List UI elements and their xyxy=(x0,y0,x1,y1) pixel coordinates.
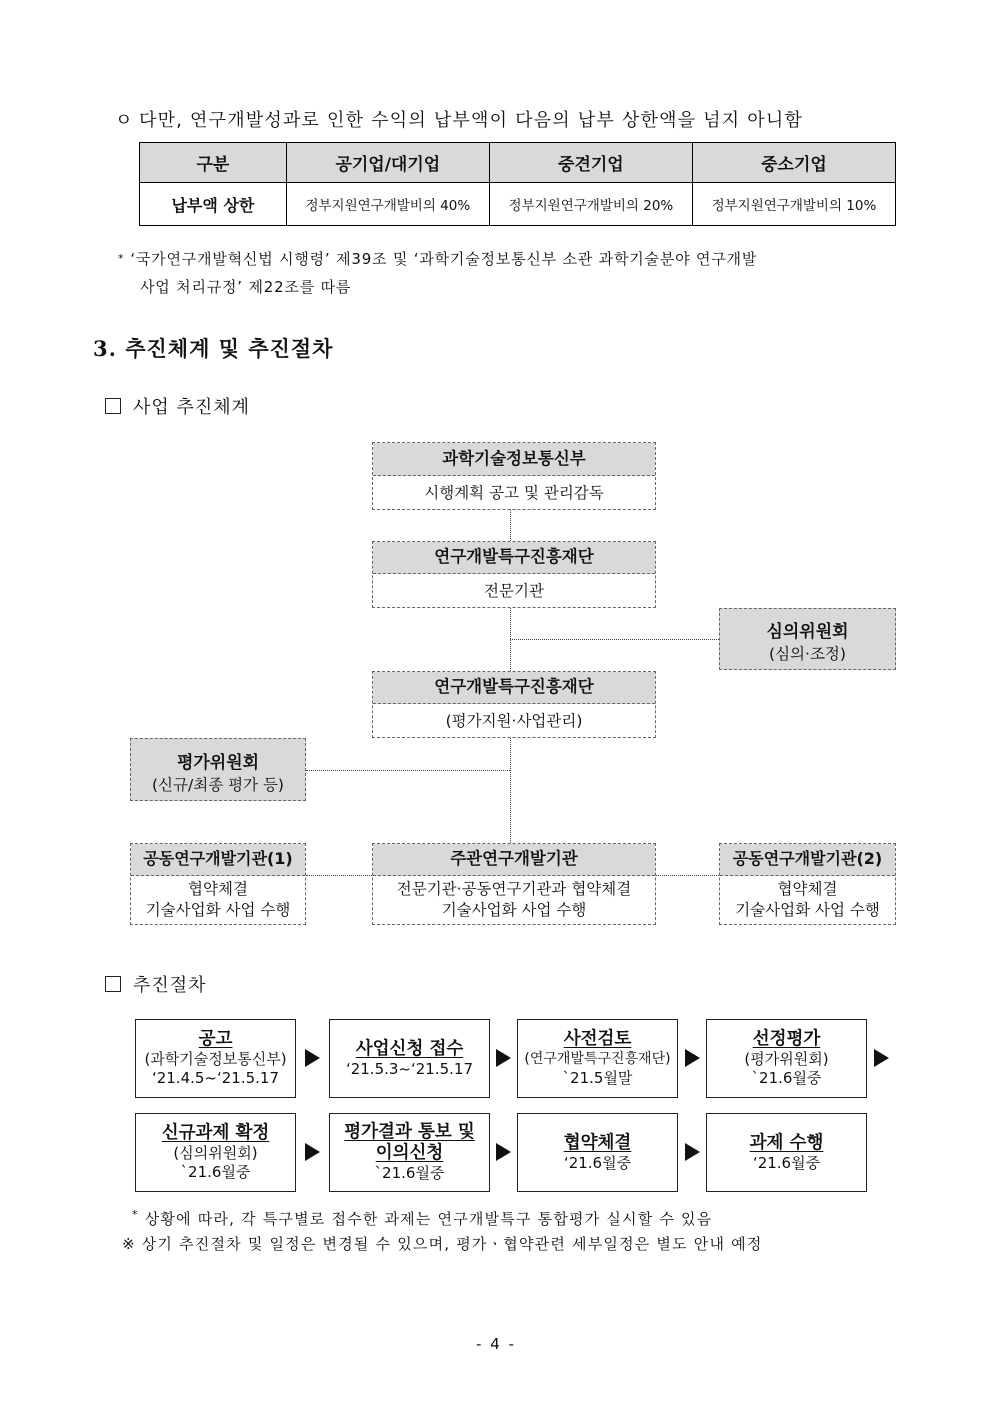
process-step-title: 선정평가 xyxy=(752,1029,821,1049)
org-box-title: 평가위원회 xyxy=(176,753,260,773)
process-step-sub: (평가위원회) xyxy=(744,1050,829,1068)
process-step-title: 신규과제 확정 xyxy=(161,1123,270,1143)
table-cell: 정부지원연구개발비의 40% xyxy=(286,183,489,226)
arrow-right-icon xyxy=(496,1143,511,1161)
subsection-title: 사업 추진체계 xyxy=(133,397,251,418)
process-step-2 xyxy=(329,1019,490,1098)
table-header: 중소기업 xyxy=(692,143,895,183)
footnote-integrated-eval xyxy=(132,1208,712,1229)
subsection-system xyxy=(105,393,250,419)
process-step-sub: (과학기술정보통신부) xyxy=(144,1050,287,1068)
org-box-body: (평가지원·사업관리) xyxy=(445,712,583,730)
org-box-body: 전문기관·공동연구기관과 협약체결 xyxy=(396,880,632,898)
table-row xyxy=(140,183,896,226)
process-step-sub: ‘21.5.3~‘21.5.17 xyxy=(345,1059,474,1078)
arrow-right-icon xyxy=(685,1143,700,1161)
process-step-5 xyxy=(135,1113,296,1192)
org-box-body: 시행계획 공고 및 관리감독 xyxy=(424,484,604,502)
org-box-msit xyxy=(372,442,656,510)
footnote-schedule-change: ※ 상기 추진절차 및 일정은 변경될 수 있으며, 평가ㆍ협약관련 세부일정은 별도 안내 예정 xyxy=(122,1235,763,1253)
process-step-sub: ‘21.6월중 xyxy=(752,1153,821,1172)
table-header-row xyxy=(140,143,896,183)
process-step-title: 사업신청 접수 xyxy=(355,1038,464,1059)
process-step-sub: ‘21.4.5~‘21.5.17 xyxy=(151,1069,280,1087)
org-box-body: 기술사업화 사업 수행 xyxy=(441,901,587,919)
table-header: 공기업/대기업 xyxy=(286,143,489,183)
table-cell: 정부지원연구개발비의 20% xyxy=(489,183,692,226)
org-box-body: 협약체결 xyxy=(188,880,248,898)
process-step-title: 사전검토 xyxy=(563,1029,632,1049)
process-step-sub: ‘21.6월중 xyxy=(563,1153,632,1172)
footnote-line: 사업 처리규정’ 제22조를 따름 xyxy=(140,278,352,296)
process-step-sub: (연구개발특구진흥재단) xyxy=(524,1051,671,1067)
org-box-body: 기술사업화 사업 수행 xyxy=(735,901,880,919)
org-box-title: 공동연구개발기관(2) xyxy=(720,844,895,876)
connector-line xyxy=(510,510,511,541)
org-box-council xyxy=(719,608,896,670)
process-step-sub: `21.6월중 xyxy=(751,1069,822,1087)
process-step-sub: `21.5월말 xyxy=(562,1069,633,1087)
process-step-sub: `21.6월중 xyxy=(374,1164,445,1182)
process-step-4 xyxy=(706,1019,867,1098)
connector-line xyxy=(656,875,719,876)
footnote-regulation xyxy=(118,245,908,301)
payment-cap-table xyxy=(139,142,896,226)
footnote-star: * xyxy=(132,1208,139,1221)
org-box-lead-institution xyxy=(372,843,656,925)
process-step-8 xyxy=(706,1113,867,1192)
table-row-header: 납부액 상한 xyxy=(140,183,287,226)
page-number: - 4 - xyxy=(476,1335,516,1353)
org-box-innopolis-management xyxy=(372,671,656,738)
arrow-right-icon xyxy=(305,1049,320,1067)
org-box-body: (심의·조정) xyxy=(769,645,846,663)
org-box-title: 연구개발특구진흥재단 xyxy=(373,542,655,574)
intro-line xyxy=(115,106,803,132)
process-step-title: 평가결과 통보 및 이의신청 xyxy=(344,1122,475,1163)
org-box-innopolis-agency xyxy=(372,541,656,608)
org-box-joint-institution-1 xyxy=(130,843,306,925)
checkbox-square-icon xyxy=(105,976,121,992)
table-cell: 정부지원연구개발비의 10% xyxy=(692,183,895,226)
arrow-right-icon xyxy=(496,1049,511,1067)
org-box-title: 과학기술정보통신부 xyxy=(373,443,655,476)
process-step-title: 공고 xyxy=(198,1029,233,1049)
connector-line xyxy=(510,639,719,640)
connector-line xyxy=(510,738,511,843)
subsection-title: 추진절차 xyxy=(133,975,207,996)
section-title: 3. 추진체계 및 추진절차 xyxy=(93,336,334,361)
org-box-title: 공동연구개발기관(1) xyxy=(131,844,305,876)
process-step-title: 과제 수행 xyxy=(749,1132,824,1153)
org-box-body: (신규/최종 평가 등) xyxy=(152,776,284,794)
process-step-sub: `21.6월중 xyxy=(180,1163,251,1181)
intro-text: 다만, 연구개발성과로 인한 수익의 납부액이 다음의 납부 상한액을 넘지 아니함 xyxy=(139,110,804,131)
process-step-sub: (심의위원회) xyxy=(173,1144,258,1162)
org-box-title: 심의위원회 xyxy=(766,622,849,642)
org-box-joint-institution-2 xyxy=(719,843,896,925)
connector-line xyxy=(306,875,372,876)
org-box-body: 기술사업화 사업 수행 xyxy=(145,901,291,919)
checkbox-square-icon xyxy=(105,398,121,414)
org-box-body: 전문기관 xyxy=(484,582,544,600)
footnote-star: * xyxy=(118,252,125,265)
connector-line xyxy=(306,770,510,771)
footnote-line: ‘국가연구개발혁신법 시행령’ 제39조 및 ‘과학기술정보통신부 소관 과학기술분야 연구개발 xyxy=(130,250,758,268)
arrow-right-icon xyxy=(305,1143,320,1161)
process-step-1 xyxy=(135,1019,296,1098)
process-step-3 xyxy=(517,1019,678,1098)
bullet-mark: ㅇ xyxy=(115,110,134,131)
table-header: 구분 xyxy=(140,143,287,183)
arrow-right-icon xyxy=(874,1049,889,1067)
org-box-title: 연구개발특구진흥재단 xyxy=(373,672,655,704)
process-step-6 xyxy=(329,1113,490,1192)
org-box-evaluation-committee xyxy=(130,738,306,801)
process-step-7 xyxy=(517,1113,678,1192)
arrow-right-icon xyxy=(685,1049,700,1067)
table-header: 중견기업 xyxy=(489,143,692,183)
subsection-process xyxy=(105,971,207,997)
footnote-text: 상황에 따라, 각 특구별로 접수한 과제는 연구개발특구 통합평가 실시할 수 있음 xyxy=(144,1210,713,1228)
org-box-title: 주관연구개발기관 xyxy=(373,844,655,876)
org-box-body: 협약체결 xyxy=(777,880,838,898)
process-step-title: 협약체결 xyxy=(563,1132,632,1153)
